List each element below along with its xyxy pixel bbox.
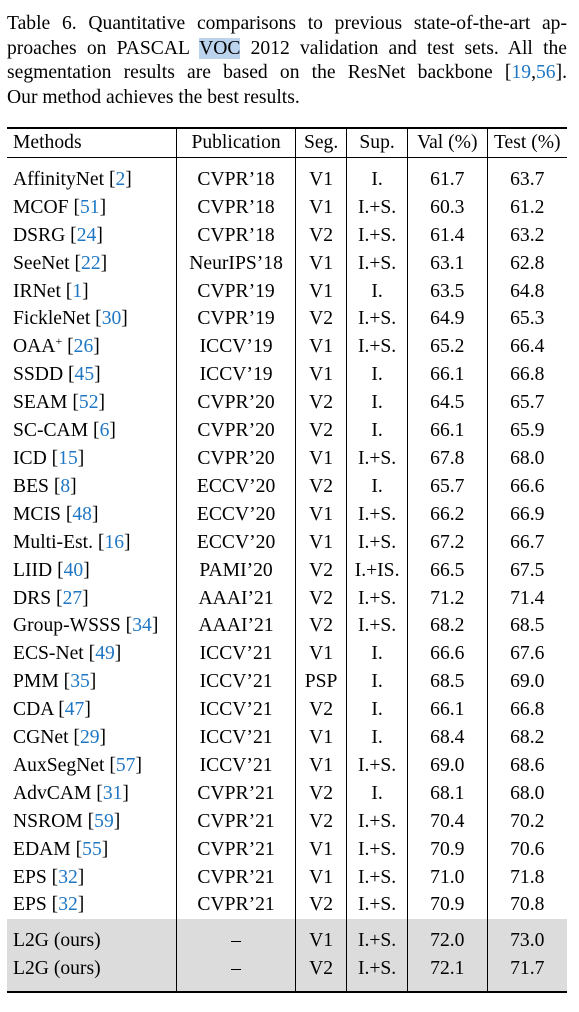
cell-sup: I. (347, 417, 408, 445)
cell-publication: CVPR’21 (177, 891, 296, 919)
cell-method: Group-WSSS [34] (13, 615, 159, 637)
comparison-rows (7, 157, 567, 919)
cell-val: 67.8 (408, 445, 487, 473)
cell-publication: ICCV’19 (177, 333, 296, 361)
cell-val: 70.9 (408, 891, 487, 919)
citation-link[interactable]: 35 (70, 671, 90, 693)
citation-link[interactable]: 1 (72, 280, 83, 302)
table-row (7, 389, 567, 417)
cell-seg: V1 (296, 445, 347, 473)
cell-test: 65.7 (487, 389, 567, 417)
citation-link[interactable]: 57 (115, 754, 136, 776)
cell-seg: PSP (296, 668, 347, 696)
caption-text: ]. (555, 62, 567, 83)
method-name: AuxSegNet (13, 754, 105, 776)
caption-line-3 (7, 61, 567, 86)
method-name: SSDD (13, 364, 64, 386)
table-caption (7, 12, 567, 110)
table-row (7, 361, 567, 389)
cell-method: BES [8] (13, 475, 77, 497)
cell-val: 65.7 (408, 473, 487, 501)
method-name: ICD (13, 447, 47, 469)
cell-publication: CVPR’21 (177, 836, 296, 864)
cell-seg: V2 (296, 585, 347, 613)
cell-val: 63.5 (408, 278, 487, 306)
method-superscript: + (55, 334, 63, 349)
citation-link[interactable]: 48 (72, 503, 92, 525)
cell-sup: I.+S. (347, 891, 408, 919)
cell-method (7, 919, 177, 955)
cell-test: 71.4 (487, 585, 567, 613)
cell-publication: CVPR’18 (177, 157, 296, 193)
cell-seg: V2 (296, 891, 347, 919)
cell-method: EPS [32] (13, 866, 85, 888)
cell-publication: CVPR’18 (177, 222, 296, 250)
cell-val: 66.1 (408, 696, 487, 724)
cell-val: 66.6 (408, 640, 487, 668)
citation-link[interactable]: 16 (104, 531, 125, 553)
cell-val: 69.0 (408, 752, 487, 780)
cell-publication: ICCV’21 (177, 640, 296, 668)
table-row (7, 333, 567, 361)
cell-test: 67.6 (487, 640, 567, 668)
cell-publication: CVPR’20 (177, 389, 296, 417)
citation-link[interactable]: 19 (511, 62, 532, 83)
cell-seg: V1 (296, 361, 347, 389)
cell-seg: V2 (296, 222, 347, 250)
table-row (7, 557, 567, 585)
table-row (7, 668, 567, 696)
citation-link[interactable]: 32 (58, 866, 78, 888)
cell-val: 72.1 (408, 955, 487, 992)
cell-val: 64.5 (408, 389, 487, 417)
cell-seg: V1 (296, 250, 347, 278)
method-name: LIID (13, 559, 53, 581)
cell-test: 68.2 (487, 724, 567, 752)
method-name: IRNet (13, 280, 61, 302)
table-row (7, 612, 567, 640)
method-name: AdvCAM (13, 782, 92, 804)
cell-seg: V2 (296, 955, 347, 992)
citation-link[interactable]: 59 (94, 810, 114, 832)
caption-line-4: Our method achieves the best results. (7, 86, 300, 108)
cell-publication: CVPR’21 (177, 808, 296, 836)
cell-val: 68.5 (408, 668, 487, 696)
caption-text: , (531, 62, 536, 83)
method-name: SC-CAM (13, 420, 89, 442)
cell-publication: AAAI’21 (177, 585, 296, 613)
citation-link[interactable]: 22 (81, 252, 101, 274)
cell-publication: PAMI’20 (177, 557, 296, 585)
method-name: NSROM (13, 810, 83, 832)
table-row (7, 836, 567, 864)
cell-seg: V1 (296, 529, 347, 557)
header-publication: Publication (177, 128, 296, 157)
cell-sup: I. (347, 389, 408, 417)
table-row (7, 640, 567, 668)
table-row-ours (7, 955, 567, 992)
cell-test: 71.8 (487, 864, 567, 892)
cell-seg: V2 (296, 417, 347, 445)
cell-sup: I. (347, 473, 408, 501)
table-row (7, 473, 567, 501)
cell-sup: I.+S. (347, 612, 408, 640)
method-name: AffinityNet (13, 168, 105, 190)
cell-seg: V2 (296, 612, 347, 640)
cell-publication: CVPR’19 (177, 278, 296, 306)
results-table (7, 127, 567, 993)
cell-publication: ICCV’21 (177, 668, 296, 696)
cell-seg: V2 (296, 389, 347, 417)
cell-sup: I.+S. (347, 250, 408, 278)
cell-test: 70.2 (487, 808, 567, 836)
cell-val: 63.1 (408, 250, 487, 278)
cell-val: 66.2 (408, 501, 487, 529)
cell-seg: V1 (296, 919, 347, 955)
cell-sup: I.+S. (347, 222, 408, 250)
cell-method: OAA+ [26] (13, 334, 100, 358)
cell-seg: V2 (296, 696, 347, 724)
cell-test: 73.0 (487, 919, 567, 955)
ours-rows (7, 919, 567, 992)
citation-link[interactable]: 47 (64, 699, 85, 721)
cell-test: 70.6 (487, 836, 567, 864)
cell-test: 64.8 (487, 278, 567, 306)
cell-publication: CVPR’21 (177, 780, 296, 808)
cell-method: MCOF [51] (13, 196, 107, 218)
cell-test: 71.7 (487, 955, 567, 992)
cell-sup: I. (347, 696, 408, 724)
cell-sup: I.+S. (347, 955, 408, 992)
table-row (7, 529, 567, 557)
cell-sup: I.+S. (347, 529, 408, 557)
cell-val: 66.5 (408, 557, 487, 585)
cell-val: 70.9 (408, 836, 487, 864)
cell-publication: ECCV’20 (177, 501, 296, 529)
cell-sup: I. (347, 668, 408, 696)
citation-link[interactable]: 30 (101, 308, 122, 330)
cell-val: 61.4 (408, 222, 487, 250)
cell-publication: CVPR’20 (177, 417, 296, 445)
cell-method: SeeNet [22] (13, 252, 108, 274)
table-row (7, 808, 567, 836)
method-name: BES (13, 475, 49, 497)
caption-line-2 (7, 37, 567, 62)
cell-publication: ECCV’20 (177, 529, 296, 557)
table-row (7, 250, 567, 278)
method-name: Group-WSSS (13, 615, 121, 637)
cell-method: SSDD [45] (13, 364, 101, 386)
cell-seg: V1 (296, 640, 347, 668)
cell-val: 71.2 (408, 585, 487, 613)
cell-test: 68.0 (487, 780, 567, 808)
method-name: Multi-Est. (13, 531, 94, 553)
cell-publication: CVPR’19 (177, 305, 296, 333)
cell-test: 67.5 (487, 557, 567, 585)
cell-val: 61.7 (408, 157, 487, 193)
cell-test: 63.2 (487, 222, 567, 250)
cell-seg: V1 (296, 752, 347, 780)
cell-publication: ICCV’19 (177, 361, 296, 389)
cell-seg: V1 (296, 501, 347, 529)
cell-sup: I.+S. (347, 752, 408, 780)
cell-val: 68.4 (408, 724, 487, 752)
cell-test: 61.2 (487, 194, 567, 222)
cell-test: 68.0 (487, 445, 567, 473)
cell-test: 65.3 (487, 305, 567, 333)
table-row (7, 222, 567, 250)
caption-text: proaches on PASCAL (7, 37, 200, 59)
citation-link[interactable]: 2 (115, 168, 126, 190)
cell-seg: V2 (296, 780, 347, 808)
cell-method: PMM [35] (13, 671, 97, 693)
cell-val: 68.1 (408, 780, 487, 808)
cell-publication: AAAI’21 (177, 612, 296, 640)
table-row (7, 417, 567, 445)
citation-link[interactable]: 29 (79, 727, 100, 749)
citation-link[interactable]: 31 (102, 782, 123, 804)
cell-val: 65.2 (408, 333, 487, 361)
citation-link[interactable]: 8 (60, 475, 71, 497)
method-name: PMM (13, 671, 59, 693)
method-name: SeeNet (13, 252, 70, 274)
cell-publication: CVPR’20 (177, 445, 296, 473)
citation-link[interactable]: 56 (535, 62, 556, 83)
cell-method: AuxSegNet [57] (13, 754, 142, 776)
method-name: L2G (ours) (13, 958, 101, 980)
cell-test: 70.8 (487, 891, 567, 919)
cell-sup: I.+S. (347, 585, 408, 613)
cell-sup: I.+IS. (347, 557, 408, 585)
cell-method: DRS [27] (13, 587, 89, 609)
cell-test: 66.6 (487, 473, 567, 501)
caption-line-1: Table 6. Quantitative comparisons to previous state-of-the-art ap- (7, 13, 567, 34)
method-name: ECS-Net (13, 643, 84, 665)
cell-method (7, 955, 177, 992)
citation-link[interactable]: 34 (132, 615, 152, 637)
cell-publication: – (177, 919, 296, 955)
table-row (7, 585, 567, 613)
cell-test: 66.7 (487, 529, 567, 557)
table-row (7, 864, 567, 892)
citation-link[interactable]: 6 (99, 420, 110, 442)
cell-sup: I.+S. (347, 333, 408, 361)
method-name: CDA (13, 699, 54, 721)
cell-test: 66.8 (487, 361, 567, 389)
cell-sup: I.+S. (347, 808, 408, 836)
table-row (7, 445, 567, 473)
cell-sup: I. (347, 278, 408, 306)
citation-link[interactable]: 52 (78, 392, 99, 414)
header-seg: Seg. (296, 128, 347, 157)
cell-seg: V2 (296, 473, 347, 501)
highlighted-term: VOC (199, 37, 241, 59)
citation-link[interactable]: 24 (76, 224, 97, 246)
cell-publication: ICCV’21 (177, 752, 296, 780)
cell-sup: I.+S. (347, 864, 408, 892)
cell-sup: I.+S. (347, 836, 408, 864)
header-sup: Sup. (347, 128, 408, 157)
cell-seg: V2 (296, 808, 347, 836)
citation-link[interactable]: 45 (74, 364, 95, 386)
method-name: EPS (13, 894, 47, 916)
cell-test: 66.9 (487, 501, 567, 529)
cell-method: CGNet [29] (13, 727, 107, 749)
cell-method: AffinityNet [2] (13, 168, 132, 190)
cell-test: 69.0 (487, 668, 567, 696)
cell-method: IRNet [1] (13, 280, 89, 302)
citation-link[interactable]: 55 (82, 838, 102, 860)
cell-publication: NeurIPS’18 (177, 250, 296, 278)
cell-sup: I. (347, 361, 408, 389)
table-row (7, 278, 567, 306)
citation-link[interactable]: 49 (95, 643, 115, 665)
cell-val: 71.0 (408, 864, 487, 892)
header-row (7, 128, 567, 157)
cell-seg: V2 (296, 557, 347, 585)
cell-test: 68.6 (487, 752, 567, 780)
header-val: Val (%) (408, 128, 487, 157)
method-name: L2G (ours) (13, 930, 101, 952)
cell-method: ECS-Net [49] (13, 643, 122, 665)
cell-seg: V1 (296, 836, 347, 864)
cell-test: 63.7 (487, 157, 567, 193)
citation-link[interactable]: 51 (79, 196, 100, 218)
method-name: OAA (13, 336, 56, 358)
cell-method: Multi-Est. [16] (13, 531, 131, 553)
cell-sup: I.+S. (347, 919, 408, 955)
cell-method: ICD [15] (13, 447, 85, 469)
cell-seg: V1 (296, 864, 347, 892)
cell-val: 66.1 (408, 417, 487, 445)
table-row (7, 780, 567, 808)
cell-sup: I.+S. (347, 194, 408, 222)
cell-method: NSROM [59] (13, 810, 121, 832)
cell-val: 68.2 (408, 612, 487, 640)
cell-method: LIID [40] (13, 559, 90, 581)
cell-sup: I. (347, 724, 408, 752)
cell-publication: ICCV’21 (177, 696, 296, 724)
citation-link[interactable]: 27 (62, 587, 83, 609)
cell-publication: CVPR’21 (177, 864, 296, 892)
cell-method: MCIS [48] (13, 503, 99, 525)
cell-test: 66.8 (487, 696, 567, 724)
method-name: DSRG (13, 224, 66, 246)
cell-seg: V1 (296, 724, 347, 752)
header-test: Test (%) (487, 128, 567, 157)
caption-text: segmentation results are based on the ResNet backbone [ (7, 62, 512, 83)
cell-publication: – (177, 955, 296, 992)
cell-publication: ICCV’21 (177, 724, 296, 752)
caption-text: 2012 validation and test sets. All the (240, 37, 568, 59)
cell-method: EDAM [55] (13, 838, 109, 860)
cell-test: 66.4 (487, 333, 567, 361)
cell-method: EPS [32] (13, 894, 85, 916)
method-name: DRS (13, 587, 52, 609)
cell-sup: I. (347, 640, 408, 668)
method-name: EPS (13, 866, 47, 888)
cell-method: SEAM [52] (13, 392, 106, 414)
cell-val: 72.0 (408, 919, 487, 955)
table-row (7, 752, 567, 780)
cell-method: SC-CAM [6] (13, 420, 116, 442)
method-name: FickleNet (13, 308, 91, 330)
cell-val: 64.9 (408, 305, 487, 333)
cell-method: FickleNet [30] (13, 308, 128, 330)
method-name: MCIS (13, 503, 61, 525)
cell-sup: I.+S. (347, 445, 408, 473)
table-row (7, 501, 567, 529)
cell-method: AdvCAM [31] (13, 782, 129, 804)
cell-test: 68.5 (487, 612, 567, 640)
cell-sup: I.+S. (347, 501, 408, 529)
method-name: CGNet (13, 727, 69, 749)
cell-val: 70.4 (408, 808, 487, 836)
table-row-ours (7, 919, 567, 955)
cell-seg: V1 (296, 278, 347, 306)
header-methods: Methods (13, 132, 82, 153)
cell-method: DSRG [24] (13, 224, 103, 246)
table-row (7, 157, 567, 193)
table-row (7, 305, 567, 333)
method-name: MCOF (13, 196, 69, 218)
table-row (7, 724, 567, 752)
cell-method: CDA [47] (13, 699, 91, 721)
cell-seg: V1 (296, 194, 347, 222)
cell-publication: ECCV’20 (177, 473, 296, 501)
citation-link[interactable]: 32 (58, 894, 78, 916)
cell-seg: V2 (296, 305, 347, 333)
cell-sup: I. (347, 157, 408, 193)
cell-val: 67.2 (408, 529, 487, 557)
cell-publication: CVPR’18 (177, 194, 296, 222)
cell-val: 60.3 (408, 194, 487, 222)
method-name: SEAM (13, 392, 68, 414)
table-row (7, 696, 567, 724)
cell-test: 62.8 (487, 250, 567, 278)
cell-seg: V1 (296, 157, 347, 193)
citation-link[interactable]: 40 (63, 559, 84, 581)
table-row (7, 194, 567, 222)
cell-sup: I.+S. (347, 305, 408, 333)
citation-link[interactable]: 26 (73, 336, 94, 358)
cell-test: 65.9 (487, 417, 567, 445)
table-row (7, 891, 567, 919)
method-name: EDAM (13, 838, 71, 860)
cell-val: 66.1 (408, 361, 487, 389)
cell-seg: V1 (296, 333, 347, 361)
cell-sup: I. (347, 780, 408, 808)
citation-link[interactable]: 15 (58, 447, 78, 469)
